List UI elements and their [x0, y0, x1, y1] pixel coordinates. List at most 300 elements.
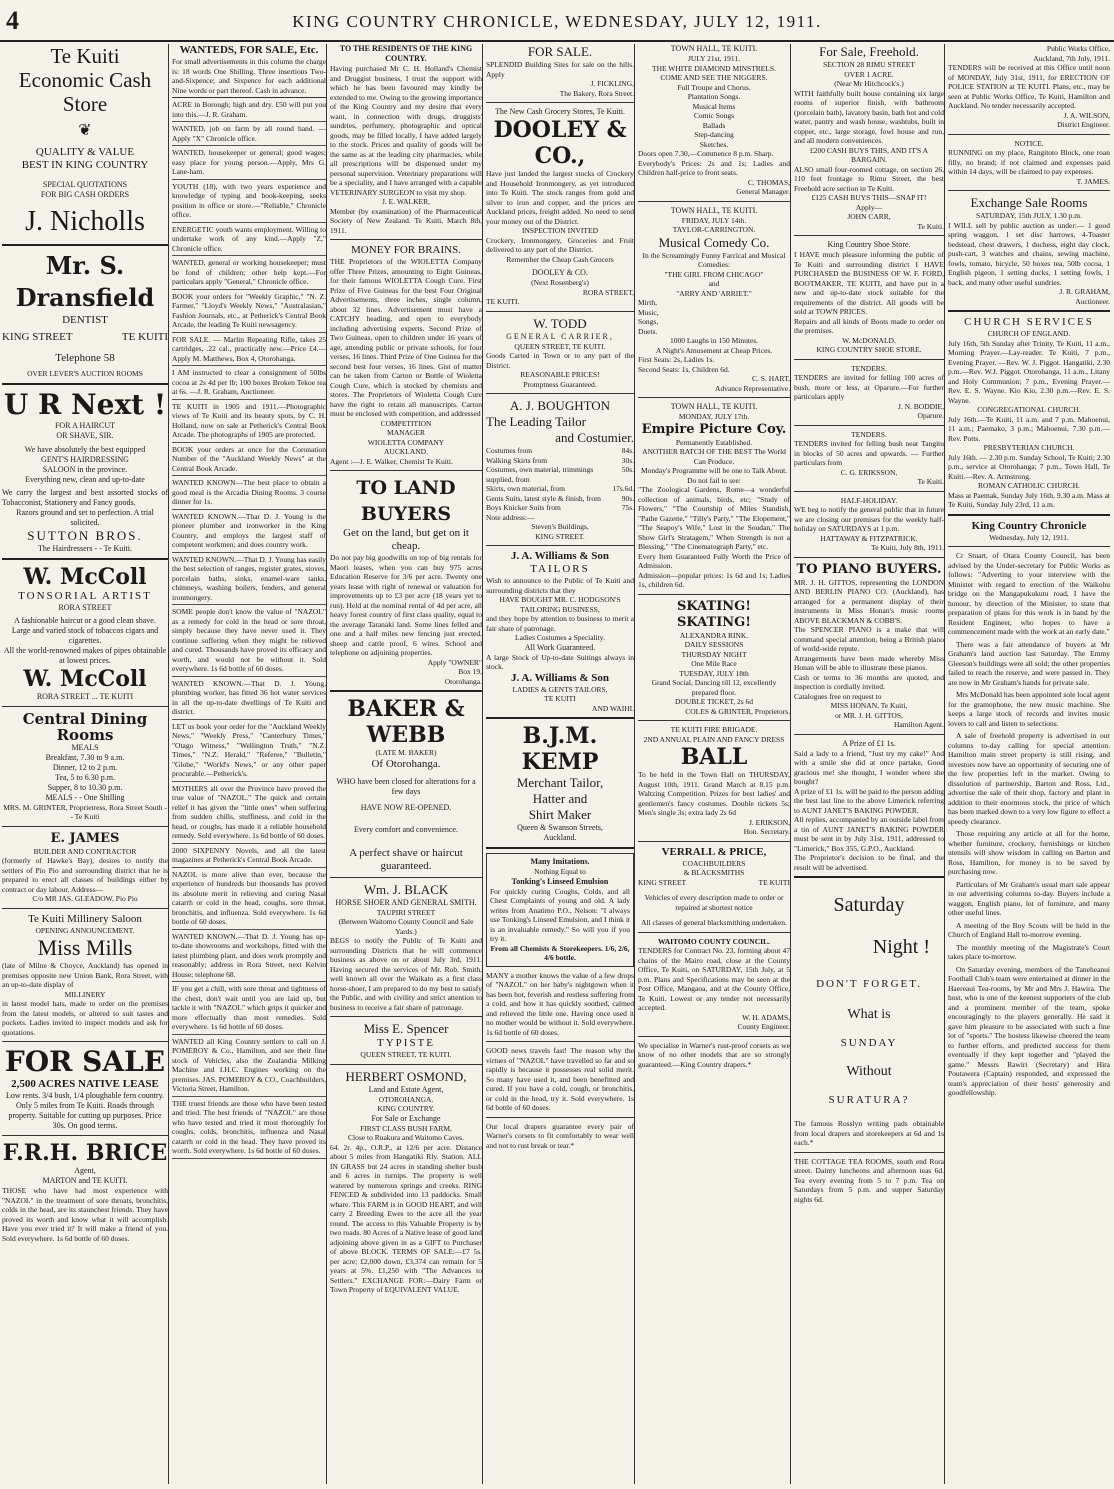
williams-title: TAILORS	[530, 563, 590, 575]
brice-name: F.R.H. BRICE	[2, 1140, 168, 1166]
price-row	[486, 484, 634, 494]
verrall-address	[638, 878, 790, 888]
prize-body-2: A prize of £1 1s. will be paid to the person adding the best last line to the above Limerick referring to AUNT JANET'S BAKING POWDER.	[794, 786, 944, 815]
townhall3-date: MONDAY, JULY 17th.	[678, 412, 750, 421]
skating-sessions: DAILY SESSIONS	[684, 640, 744, 649]
classified-ad: LET us book your order for the "Auckland Weekly News," "Weekly Press," "Canterbury Times," "Otago Witness," "Wellington Truth," "N.Z. Times," "N.Z. Herald," "Referee," "Bulletin," "Globe," "World's News," or any other paper procurable.—Petherick's.	[172, 720, 326, 782]
townhall3-heading: TOWN HALL, TE KUITI.	[670, 402, 758, 411]
prize-body: Said a lady to a friend, "Just try my cake!" And with a smile she did at once partake, Good gracious me! she thought, I wonder where she bought?	[794, 748, 944, 786]
mccoll2-street: RORA STREET ... TE KUITI	[36, 691, 134, 701]
townhall1-heading: TOWN HALL, TE KUITI.	[670, 44, 758, 53]
dooley2-street: RORA STREET,	[582, 287, 634, 297]
empire-not-miss: Do not fail to see:	[687, 475, 741, 485]
exchange-sign-2: Auctioneer.	[1075, 296, 1110, 306]
baker-body-4: A perfect shave or haircut guaranteed.	[349, 846, 463, 872]
classified-ad: WANTED KNOWN.—That D. J. Young has up-to-date showrooms and workshops, fitted with the latest plumbing plant, and does work promptly and reasonably; address in Rora Street, next Kelvin House; telephone 68.	[172, 930, 326, 983]
piano-sign: MISS HONAN, Te Kuiti,	[830, 701, 908, 710]
freehold-body: WITH faithfully built house containing six large rooms of superior finish, with bathroom (porcelain bath), lavatory basin, bath hot and cold water, pantry and wash house, washtubs, built in copper, etc., large storage, fowl house and run, and all modern conveniences.	[794, 88, 944, 145]
waitomo-body: TENDERS for Contract No. 23, forming about 47 chains of the Mairo road, close at the County Office, Te Kuiti, on SATURDAY, 15th July, at 5 p.m. Plans and Specifications may be seen at the Post Office, Mangaoa, and at the County Office, Te Kuiti. Lowest or any tender not necessarily accepted.	[638, 946, 790, 1012]
townhall2-date: FRIDAY, JULY 14th.	[681, 215, 747, 225]
osmond-subtitle: For Sale or Exchange	[371, 1113, 441, 1123]
shoe-sign-2: KING COUNTRY SHOE STORE.	[816, 345, 922, 354]
black-name: Wm. J. BLACK	[363, 881, 449, 897]
special-body: We specialise in Warner's rust-proof corsets as we know of no other models that are so strongly guaranteed.—King Country drapers.*	[638, 1040, 790, 1069]
verrall-town: TE KUITI	[758, 877, 790, 887]
price-item: Costumes, own material, trimmings supplied, from	[486, 465, 594, 484]
column-7	[948, 44, 1110, 1484]
classified-ad: ACRE in Borough; high and dry. £50 will put you into this.—J. R. Graham.	[172, 98, 326, 122]
empire-body: Every Item Guaranteed Fully Worth the Price of Admission.	[638, 551, 790, 570]
classified-ad: WANTED KNOWN.—That D. J. Young is the pioneer plumber and ironworker in the King Country, and employs the largest staff of competent workmen; and does country work.	[172, 510, 326, 553]
dentist-name: Mr. S. Dransfield	[15, 251, 155, 312]
mccoll-street: RORA STREET	[58, 602, 112, 612]
classified-ad: THE truest friends are those who have been tested and tried. The best friends of "NAZOL" are those who have tested and tried it most thoroughly for coughs, colds, bronchitis, influenza and Nasal catarrh or cold in the head. They have proved its worth. Sold everywhere. 1s 6d bottle of 60 doses.	[172, 1097, 326, 1159]
notice-heading: NOTICE.	[1014, 138, 1044, 148]
waitomo-sign: W. H. ADAMS,	[742, 1012, 790, 1022]
williams-body-3: and they hope by attention to business to merit a fair share of patronage.	[486, 614, 634, 633]
fire-ball: BALL	[680, 744, 748, 770]
townhall1-date: JULY 21st, 1911.	[687, 54, 741, 63]
verrall-title-2: & BLACKSMITHS	[683, 868, 745, 877]
millinery-subtitle: OPENING ANNOUNCEMENT.	[35, 925, 135, 935]
townhall2-sign-2: Advance Representative.	[715, 383, 790, 393]
townhall1-subtitle-2: Full Troupe and Chorus.	[677, 82, 751, 92]
half-holiday-sign-2: Te Kuiti, July 8th, 1911.	[871, 543, 944, 552]
newspaper-title: KING COUNTRY CHRONICLE, WEDNESDAY, JULY 12, 1911.	[292, 12, 822, 31]
classified-ad: SOME people don't know the value of "NAZOL" as a remedy for cold in the head or sore throat, simply because they have never used it. They continue suffering when they might be relieved and cured. Thousands have proved its efficacy and worth, and would not be without it. Sold everywhere. 1s 6d bottle of 60 doses.	[172, 605, 326, 677]
editorial-paragraph: A meeting of the Boy Scouts will be held in the Church of England Hall to-morrow evening.	[948, 920, 1110, 939]
townhall1-sign-2: General Manager.	[736, 187, 790, 196]
catholic-body: Mass at Paemak, Sunday July 16th, 9.30 a.m. Mass at Te Kuiti, Sunday July 23rd, 11 a.m.	[948, 490, 1110, 509]
freehold-price-2: £125 CASH BUYS THIS—SNAP IT!	[811, 193, 927, 202]
verrall-body-2: All classes of general blacksmithing undertaken.	[641, 918, 787, 927]
classified-ad: MOTHERS all over the Province have proved the true value of "NAZOL." The quick and certain relief it has given the "little ones" when suffering from sudden chills, stuffiness, and cold in the head, or coughs, has made it a reliable household remedy. Sold everywhere. 1s 6d bottle of 60 doses.	[172, 782, 326, 844]
store-quotations: SPECIAL QUOTATIONS FOR BIG CASH ORDERS	[40, 180, 130, 199]
tenders2-body: TENDERS invited for felling bush near Tangitu in blocks of 50 acres and upwards. — Further particulars from	[794, 439, 944, 467]
forsale-title: FOR SALE	[4, 1045, 166, 1078]
dining-hours: Breakfast, 7.30 to 9 a.m. Dinner, 12 to 2 p.m. Tea, 5 to 6.30 p.m. Supper, 8 to 10.30 p.m.	[45, 752, 125, 792]
tonking-price: From all Chemists & Storekeepers. 1/6, 2/6, 4/6 bottle.	[490, 943, 630, 962]
classified-ads-list	[172, 98, 326, 1159]
price-value: 90s.	[621, 493, 634, 503]
classified-ad: YOUTH (18), with two years experience and knowledge of typing and book-keeping, seeks position in office or store.—"Reliable," Chronicle office.	[172, 180, 326, 223]
forsale2-heading: FOR SALE.	[527, 44, 593, 59]
brice-title: Agent,	[74, 1166, 96, 1175]
tonking-subtitle: Nothing Equal to	[534, 867, 586, 876]
paper-name: King Country Chronicle	[971, 519, 1087, 532]
land-body: Do not pay big goodwills on top of big rentals for Maori leases, when you can buy 975 acres Education Reserve for 3/6 per acre. Twenty one years lease with right of renewal or valuation for improvements up to £3 per acre (18 years yet to run). Held at the nominal rental of 4d per acre, all heavy forest country of first class quality, equal to the average Taranaki land. Some lines felled and one and a half miles new fencing just erected, sheep and cattle proof, 6 wires. School and telephone on adjoining properties.	[330, 553, 482, 657]
dooley-inspect: INSPECTION INVITED	[521, 226, 599, 235]
brains-agent: Agent :—J. E. Walker, Chemist Te Kuiti.	[330, 456, 453, 466]
church-england-heading: CHURCH OF ENGLAND.	[987, 329, 1071, 338]
land-heading: TO LAND BUYERS	[356, 477, 456, 525]
skating-thursday: THURSDAY NIGHT	[681, 649, 747, 659]
freehold-apply: Apply—	[855, 202, 883, 212]
piano-sign-3: Hamilton Agent.	[894, 720, 944, 729]
williams-body-2: HAVE BOUGHT MR. C. HODGSON'S TAILORING BUSINESS,	[499, 595, 621, 614]
exchange-date: SATURDAY, 15th JULY, 1.30 p.m.	[975, 211, 1082, 220]
dooley2-name: DOOLEY & CO.	[532, 268, 588, 277]
fire-body: To be held in the Town Hall on THURSDAY, August 10th, 1911. Grand March at 8.15 p.m. Waltzing Competition. Prizes for best ladies' and gentlemen's fancy costumes. Double tickets 5s; Men's single 3s; extra lady 2s 6d	[638, 770, 790, 817]
forsale2-sign-2: The Bakery, Rora Street.	[559, 88, 634, 98]
editorial-paragraph: Particulars of Mr Graham's usual mart sale appear in our advertising columns to-day. Buyers include a waggon, English piano, lot of furniture, and many other useful lines.	[948, 879, 1110, 917]
unext-body-3: Everything new, clean and up-to-date	[25, 474, 145, 484]
piano-sign-2: or MR. J. H. GITTOS,	[835, 710, 903, 720]
dooley-body: Have just landed the largest stocks of Crockery and Household Ironmongery, as yet introduced into Te Kuiti. The stock ranges from gold and silver to iron and copper, and the prices are Auckland prices, freight added. No need to send your money out of the District.	[486, 169, 634, 226]
mccoll-name: W. McColl	[23, 563, 147, 590]
brice-town: MARTON and TE KUITI.	[42, 1176, 128, 1185]
james-name: E. JAMES	[50, 830, 120, 846]
classified-ad: BOOK your orders at once for the Coronation Number of the "Auckland Weekly News" at the Central Book Arcade.	[172, 443, 326, 477]
column-5	[638, 44, 791, 1484]
baker-heading: BAKER & WEBB	[347, 696, 465, 748]
dining-meals-label: MEALS	[71, 742, 99, 752]
osmond-farm-2: Close to Ruakura and Waitomo Caves.	[348, 1133, 464, 1142]
editorial-paragraph: The monthly meeting of the Magistrate's Court takes place to-morrow.	[948, 942, 1110, 961]
shoe-heading: King Country Shoe Store.	[827, 240, 911, 249]
column-3	[330, 44, 483, 1484]
dentist-street: KING STREET	[2, 331, 73, 343]
paper-date: Wednesday, July 12, 1911.	[989, 532, 1069, 542]
james-address: C/o MR JAS. GLEADOW, Pio Pio	[32, 894, 138, 903]
classified-ad: WANTED, job on farm by all round hand. — Apply "X" Chronicle office.	[172, 122, 326, 146]
piano-heading: TO PIANO BUYERS.	[796, 561, 942, 577]
williams-body-5: All Work Guaranteed.	[524, 642, 596, 652]
kemp-name: B.J.M. KEMP	[521, 723, 599, 775]
kemp-tagline-2: Hatter and	[532, 791, 588, 806]
classified-ad: WANTED KNOWN.—That D. J. Young, plumbing worker, has fitted 36 hot water services in all the up-to-date dwellings of Te Kuiti and district.	[172, 677, 326, 720]
boughton-tagline-1: The Leading Tailor	[486, 414, 586, 429]
freehold-price: £200 CASH BUYS THIS, AND IT'S A BARGAIN.	[809, 145, 929, 164]
empire-batch: ANOTHER BATCH OF THE BEST The World Can Produce.	[642, 447, 786, 466]
townhall1-items: Plantation Songs. Musical Items Comic Songs Ballads Step-dancing Sketches.	[687, 92, 741, 149]
williams-body-1: Wish to announce to the Public of Te Kuiti and surrounding districts that they	[486, 576, 634, 595]
half-holiday-body: WE beg to notify the general public that in future we are closing our premises for the weekly half-holiday on SATURDAYS at 1 p.m.	[794, 505, 944, 533]
masthead	[0, 0, 1114, 42]
townhall2-sign: C. S. HART,	[752, 374, 790, 383]
unext-sign: SUTTON BROS.	[27, 527, 143, 543]
baker-body-2: HAVE NOW RE-OPENED.	[360, 802, 452, 812]
baker-body-1: WHO have been closed for alterations for a few days	[336, 776, 476, 796]
tenders2-heading: TENDERS.	[851, 429, 887, 439]
empire-films: "The Zoological Gardens, Rome—a wonderful collection of animals, birds, etc; "Study of Flowers," "The Courtship of Miles Standish, "Pathe Gazette," "Tilly's Party," "The Elopement," "The Seapoy's Wife," Lost in the Soudan," The Show Girl's Stratagem," When Strength is not a Blessing," "The Cinematograph Party," etc.	[638, 485, 790, 551]
tonking-body: For quickly curing Coughs, Colds, and all Chest Complaints of young and old. A lady writes from Anatimo P.O., Nelson: "I always use Tonking's Linseed Emulsion, and I think it is an invaluable remedy." So will you if you try it.	[490, 886, 630, 943]
freehold-section: SECTION 28 RIMU STREET	[823, 60, 915, 69]
column-2	[172, 44, 327, 1484]
piano-body-4: Cash or terms to 36 months are quoted, and inspection is cordially invited.	[794, 672, 944, 691]
shoe-body: I HAVE much pleasure informing the public of Te Kuiti and surrounding district I HAVE PURCHASED the BUSINESS OF W. F. FORD, BOOTMAKER, TE KUITI, and have put in a new and up-to-date stock suitable for the requirements of the district. All goods will be sold at TOWN PRICES.	[794, 250, 944, 316]
freehold-acre: OVER 1 ACRE.	[844, 69, 894, 79]
todd-title: GENERAL CARRIER,	[506, 331, 614, 341]
fire-annual: 2ND ANNUAL PLAIN AND FANCY DRESS	[643, 734, 785, 744]
verrall-street: KING STREET	[638, 877, 687, 887]
price-item: Gents Suits, latest style & finish, from	[486, 493, 601, 503]
editorial-paragraph: There was a fair attendance of buyers at Mr Graham's land auction last Saturday. The Emmy Gleeson's buildings were all sold; the other properties failed to reach the reserve, and were passed in. They are now in Mr Graham's hands for private sale.	[948, 639, 1110, 687]
williams-name: J. A. Williams & Son	[510, 550, 609, 562]
exchange-sign: J. R. GRAHAM,	[1059, 287, 1110, 296]
brice-body: THOSE who have had most experience with "NAZOL" in the treatment of sore throats, bronchitis, colds in the head, are its staunchest friends. They have proved its worth and know what it will accomplish. Have you ever tried it? It will make a friend of you. Sold everywhere. 1s 6d bottle of 60 doses.	[2, 1186, 168, 1243]
unext-body-2: GENT'S HAIRDRESSING SALOON in the province.	[41, 454, 129, 474]
land-apply: Apply "OWNER" Box 19, Otorohanga.	[427, 657, 482, 686]
presbyterian-body: July 16th. — 2.30 p.m. Sunday School, Te Kuiti; 2.30 p.m., service at Otorohanga; 7 p.m., Town Hall, Te Kuiti.—Rev. A. Armstrong.	[948, 452, 1110, 481]
editorial-paragraph: Those requiring any article at all for the home, whether furniture, crockery, furnishings or kitchen utensils will show wisdom in calling on Barton and Ross, Hamilton, for money is to be saved by purchasing now.	[948, 829, 1110, 876]
price-value: 30s.	[621, 455, 634, 465]
todd-name: W. TODD	[533, 315, 587, 331]
skating-proprietors: COLES & GRINTER, Proprietors.	[685, 706, 790, 716]
saturday-line-7: SURATURA?	[828, 1094, 910, 1106]
fire-sign: J. ERIKSON,	[748, 817, 790, 827]
osmond-body: 64. 2r. 4p., O.R.P., at 12/6 per acre. Distance about 5 miles from Hangatiki Rly. Station. ALL IN GRASS but 24 acres in standing shelter bush and 6 acres in turnips. The property is well watered by numerous springs and creeks. RING FENCED & subdivided into 13 paddocks. Small whare. This FARM is in GOOD HEART, and will carry 2 Breeding Ewes to the acre all the year round. The access to this Valuable Property is by two roads. 80 Acres of a Native lease of good land adjoining above given in as a GIFT to Purchaser of above BLOCK. TERMS OF SALE:—£7 5s. per acre; £2,000 down, £3,374 can remain for 5 years at 5%. £1,250 with "The Advances to Settlers." EXCHANGE FOR:—Dairy Farm or Town Property of EQUIVALENT VALUE.	[330, 1142, 482, 1294]
dentist-phone: Telephone 58	[55, 352, 115, 364]
classified-ad: WANTED KNOWN—The best place to obtain a good meal is the Arcadia Dining Rooms. 3 course dinner for 1s.	[172, 476, 326, 510]
forsale-body: Low rents. 3/4 bush, 1/4 ploughable fern country. Only 5 miles from Te Kuiti. Roads through property. Suitable for cutting up purposes. Price 30s. On good terms.	[5, 1091, 165, 1130]
skating-race: One Mile Race	[691, 659, 737, 668]
unext-sign-2: The Hairdressers - - Te Kuiti.	[38, 543, 132, 553]
public-works-office: Public Works Office, Auckland, 7th July, 1911.	[1033, 44, 1110, 63]
editorial-paragraph: Mrs McDonald has been appointed sole local agent for the gramophone, the new music machine. She keeps a large stock of records and invites music lovers to call and listen to selections.	[948, 690, 1110, 728]
editorial-paragraph: Cr Stuart, of Otara County Council, has been advised by the Under-secretary for Public Works as follows: "Adverting to your interview with the Minister with regard to erection of the Waikohu bridge on the Mangapukukutu road, I have the honour, by direction of the Minister, to state that preparation of plans for this work is in hand by the Resident Engineer, who hopes to have a commencement made with the work at an early date."	[948, 551, 1110, 636]
boughton-price-list	[486, 446, 634, 513]
dooley-name: DOOLEY & CO.,	[493, 117, 627, 169]
mccoll-body-3: All the world-renowned makes of pipes obtainable at lowest prices.	[3, 645, 167, 665]
williams2-title: LADIES & GENTS TAILORS,	[512, 684, 608, 694]
dooley-body-2: Crockery, Ironmongery, Groceries and Fruit delivered to any part of the District.	[486, 235, 634, 254]
waitomo-heading: WAITOMO COUNTY COUNCIL.	[658, 936, 770, 946]
townhall2-and: and	[708, 279, 720, 288]
townhall2-items: Mirth, Music, Songs, Duets.	[638, 298, 659, 336]
townhall2-seats: First Seats: 2s, Ladies 1s. Second Seats: 1s, Children 6d.	[638, 355, 730, 374]
notice-body: RUNNING on my place, Rangitoto Block, one roan filly, no brand; if not claimed and expenses paid within 14 days, will be claimed to pay expenses.	[948, 148, 1110, 176]
prize-heading: A Prize of £1 1s.	[842, 738, 896, 748]
verrall-body-1: Vehicles of every description made to order or repaired at shortest notice	[644, 893, 784, 912]
townhall2-heading: TOWN HALL, TE KUITI.	[670, 205, 758, 215]
empire-prices: Admission—popular prices: 1s 6d and 1s; Ladies 1s, children 6d.	[638, 570, 790, 589]
residents-body: Having purchased Mr C. H. Holland's Chemist and Druggist business, I trust the support with which he has been favoured may kindly be extended to me. Owing to the growing importance of the King Country and my desire that every want, in connection with drugs, druggists' sundries, perfumery, photographic and optical goods, may be filled locally, I have added largely to the stock. Prices and quality of goods will be the same as at the leading city pharmacies, while all prescriptions will be dispensed under my personal supervision. Veterinary preparations will be a speciality, and I have arranged with a capable VETERINARY SURGEON to visit my shop.	[330, 64, 482, 197]
black-address: (Between Waitomo County Council and Sale Yards.)	[338, 917, 474, 936]
millinery-name: Miss Mills	[37, 935, 133, 960]
classified-ad: BOOK your orders for "Weekly Graphic," "N. Z. Farmer," "Lloyd's Weekly News," "Australasian," Fashion Journals, etc., at Petherick's Central Book Arcade, the leading Te Kuiti newsagency.	[172, 290, 326, 333]
classified-ad: I AM instructed to clear a consignment of 50lbs cocoa at 2s 4d per lb; 100 boxes Broken Tekoe tea at 6s. —J. R. Graham, Auctioneer.	[172, 366, 326, 400]
editorial-notes	[948, 551, 1110, 1098]
dentist-address	[2, 331, 168, 344]
saturday-line-5: SUNDAY	[840, 1037, 898, 1049]
saturday-line-6: Without	[846, 1064, 892, 1079]
church-england-body: July 16th, 5th Sunday after Trinity. Te Kuiti, 11 a.m., Morning Prayer.—Lay-reader. Te Kuiti, 7 p.m., Evening Prayer. —Rev. W. J. Piggot. Hangatiki, 2.30 p.m.—Rev. W.J. Piggot. Otorohanga, 11 a.m., Litany and Holy Communion; 7 p.m., Evening Prayer.—Rev. E. S. Wayne. Kio Kio, 2.30 p.m.—Rev. E. S. Wayne.	[948, 338, 1110, 405]
mccoll-body-2: Large and varied stock of tobaccos cigars and cigarettes.	[11, 625, 159, 645]
skating-grand: Grand Social, Dancing till 12, excellently prepared floor.	[651, 678, 777, 697]
residents-sign-2: Member (by examination) of the Pharmaceutical Society of New Zealand. Te Kuiti, March 8th, 1911.	[330, 206, 482, 235]
townhall2-show-1: "THE GIRL FROM CHICAGO"	[664, 269, 764, 279]
osmond-farm: FIRST CLASS BUSH FARM,	[360, 1123, 452, 1133]
dooley2-address: (Next Rosenberg's)	[531, 278, 589, 287]
store-owner: J. Nicholls	[25, 206, 145, 237]
classified-ad: TE KUITI in 1905 and 1911.—Photographic views of Te Kuiti and its beauty spots, by C. H. Holland, now on sale at Petherick's Central Book Arcade. The photographs of 1905 are protected.	[172, 400, 326, 443]
james-body: (formerly of Hawke's Bay), desires to notify the settlers of Pio Pio and surrounding district that he is prepared to erect all classes of buildings either by contract or day labour. Address—	[2, 856, 168, 894]
congregational-body: July 16th.—Te Kuiti, 11 a.m. and 7 p.m. Mahoenui, 11 a.m.; Paemako, 3 p.m.; Mahoenui, 7.30 p.m.—Rev. Potts.	[948, 414, 1110, 443]
price-row	[486, 503, 634, 513]
classified-ad: WANTED, housekeeper or general; good wages; easy place for young person.—Apply, Mrs G. Lane-ham.	[172, 146, 326, 180]
half-holiday-sign: HATTAWAY & FITZPATRICK.	[820, 533, 918, 543]
classified-ad: WANTED all King Country settlers to call on J. POMEROY & Co., Hamilton, and see their fine stock of Vehicles, also the Zealandia Milking Machine and I.H.C. Engines working on the premises. JAS. POMEROY & CO., Coachbuilders, Victoria Street, Hamilton.	[172, 1035, 326, 1097]
spencer-name: Miss E. Spencer	[363, 1021, 449, 1036]
tenders1-sign: J. N. BODDIE,	[897, 401, 944, 411]
townhall1-sign: C. THOMAS,	[747, 177, 790, 187]
forsale2-sign: J. FICKLING,	[590, 79, 634, 88]
dining-title: Central Dining Rooms	[22, 709, 148, 744]
townhall1-name: THE WHITE DIAMOND MINSTRELS.	[651, 63, 777, 73]
williams-body-4: Ladies Costumes a Speciality.	[515, 633, 605, 642]
mccoll2-name: W. McColl	[23, 665, 147, 692]
unext-subtitle: FOR A HAIRCUT OR SHAVE, SIR.	[54, 420, 115, 440]
black-street: TAUPIRI STREET	[376, 907, 436, 917]
osmond-title: Land and Estate Agent,	[368, 1084, 444, 1094]
unext-body-4: We carry the largest and best assorted stocks of Tobacconist, Stationery and Fancy goods.	[2, 487, 168, 507]
price-value: 75s.	[621, 503, 634, 512]
exchange-body: I WILL sell by public auction as under:— 1 good spring waggon, 1 set disc harrows, 4-Toaster bedstead, chest drawers, 1 duchess, eight day clock, push-cart, 3 watches and chains, sewing machine, fowls, tomato, bicycle, 50 boxes tea, 50lb cocoa, 1 English pigeon, 1 setting ducks, 1 setting fowls, 1 back, and many other useful sundries.	[948, 220, 1110, 287]
unext-body-5: Razors ground and set to perfection. A trial solicited.	[16, 507, 154, 527]
townhall2-show-2: "ARRY AND 'ARRIET."	[676, 288, 752, 298]
price-item: Skirts, own material, from	[486, 484, 565, 493]
verrall-name: VERRALL & PRICE,	[661, 845, 767, 858]
classified-ad: IF you get a chill, with sore throat and tightness of the chest, don't wait until you are laid up, but tackle it with "NAZOL" which grips it quicker and more effectually than most remedies. Sold everywhere. 1s 6d bottle of 60 doses.	[172, 982, 326, 1035]
classified-ad: ENERGETIC youth wants employment. Willing to undertake work of any kind.—Apply "Z," Chronicle office.	[172, 223, 326, 257]
price-row	[486, 494, 634, 504]
boughton-note: Note address:—	[486, 512, 535, 522]
piano-body: MR. J. H. GITTOS, representing the LONDON AND BERLIN PIANO CO. (Auckland), has arranged for a permanent display of their instruments in Miss Honan's music rooms ABOVE BLACKMAN & COBB'S.	[794, 577, 944, 625]
williams2-name: J. A. Williams & Son	[510, 671, 609, 684]
kemp-address: Queen & Swanson Streets,	[517, 823, 603, 832]
tenders1-sign-2: Oparure.	[917, 411, 944, 420]
notice-sign: T. JAMES.	[1076, 176, 1110, 186]
freehold-body-2: ALSO small four-roomed cottage, on section 26, 110 feet frontage to Rimu Street, the best Freehold acre section in Te Kuiti.	[794, 164, 944, 193]
dentist-location: OVER LEVER'S AUCTION ROOMS	[27, 369, 143, 378]
price-item: Walking Skirts from	[486, 455, 548, 465]
price-row	[486, 465, 634, 484]
todd-address: QUEEN STREET, TE KUITI.	[514, 341, 606, 351]
williams2-town-2: AND WAIHI.	[592, 703, 634, 713]
williams2-town: TE KUITI	[544, 694, 576, 703]
skating-rink: ALEXANDRA RINK.	[679, 630, 749, 640]
williams-body-6: A large Stock of Up-to-date Suitings always in stock.	[486, 652, 634, 671]
tenders2-sign-2: Te Kuiti.	[917, 477, 944, 486]
dentist-title: DENTIST	[62, 314, 108, 326]
presbyterian-heading: PRESBYTERIAN CHURCH.	[983, 443, 1075, 452]
saturday-line-4: What is	[847, 1007, 891, 1022]
baker-body-3: Every comfort and convenience.	[354, 824, 458, 834]
kemp-tagline-1: Merchant Tailor,	[516, 775, 604, 790]
residents-heading: TO THE RESIDENTS OF THE KING COUNTRY.	[339, 44, 473, 63]
spencer-address: QUEEN STREET, TE KUITI.	[360, 1050, 452, 1059]
catholic-heading: ROMAN CATHOLIC CHURCH.	[978, 481, 1080, 490]
todd-body: Goods Carted in Town or to any part of the District.	[486, 351, 634, 370]
forsale2-body: SPLENDID Building Sites for sale on the hills. Apply	[486, 60, 634, 79]
black-body: BEGS to notify the Public of Te Kuiti and surrounding Districts that he will commence business as above on or about July 3rd, 1911. Having secured the services of Mr. Rob. Smith, well known all over the Waikato as a first class horse-shoer, I am prepared to do my best to satisfy the Public, and with civility and strict attention to business to receive a fair share of patronage.	[330, 936, 482, 1012]
mccoll-body-1: A fashionable haircut or a good clean shave.	[14, 615, 156, 625]
tenders2-sign: C. G. ERIKSSON,	[840, 467, 898, 477]
boughton-tagline-2: and Costumier.	[555, 430, 634, 445]
prize-body-4: The Proprietor's decision to be final, and the result will be advertised.	[794, 853, 944, 872]
piano-body-5: Catalogues free on request to	[794, 691, 882, 701]
price-item: Costumes from	[486, 446, 533, 455]
church-heading: CHURCH SERVICES	[964, 316, 1094, 328]
price-value: 17s.6d.	[612, 484, 634, 493]
townhall1-subtitle: COME AND SEE THE NIGGERS.	[660, 73, 768, 82]
classified-ad: WANTED KNOWN.—That D. J. Young has easily the best selection of ranges, register grates, stoves, porcelain baths, sinks, enamel-ware tanks, chimneys, washing boilers, fenders, and general ironmongery.	[172, 553, 326, 606]
brains-competition: COMPETITION MANAGER WIOLETTA COMPANY AUCKLAND.	[367, 418, 445, 456]
spencer-title: TYPISTE	[377, 1037, 435, 1049]
townhall2-night: A Night's Amusement at Cheap Prices.	[655, 345, 773, 355]
piano-body-3: Arrangements have been made whereby Miss Honan will be able to illustrate these pianos.	[794, 653, 944, 672]
dooley2-town: TE KUITI.	[486, 297, 520, 306]
boughton-address: Steven's Buildings, KING STREET.	[531, 522, 589, 541]
piano-body-2: The SPENCER PIANO is a make that will command special attention, being a British piano of world-wide repute.	[794, 625, 944, 653]
tenders1-body: TENDERS are invited for felling 100 acres of bush, more or less, at Oparure.—For further particulars apply	[794, 373, 944, 401]
empire-name: Empire Picture Coy.	[641, 421, 787, 437]
townhall1-prices: Everybody's Prices: 2s and 1s; Ladies and Children half-price to front seats.	[638, 158, 790, 177]
store-name: Te Kuiti Economic Cash Store	[18, 44, 152, 116]
townhall2-company: Musical Comedy Co.	[658, 234, 770, 250]
verrall-title: COACHBUILDERS	[682, 858, 746, 868]
police-tenders-sign: J. A. WILSON,	[1063, 110, 1110, 120]
prize-body-3: All replies, accompanied by an outside label from a tin of AUNT JANET'S BAKING POWDER must be sent in by July 31st, 1911, addressed to "Limerick," Box 355, G.P.O., Auckland.	[794, 815, 944, 853]
grocery-title: The New Cash Grocery Stores, Te Kuiti.	[495, 107, 625, 116]
store-tagline: QUALITY & VALUE BEST IN KING COUNTRY	[21, 146, 149, 171]
classified-ad: FOR SALE. — Marlin Repeating Rifle, takes 25 cartridges, .22 cal., practically new.—Price £4.—Apply M. Matthews, Box 4, Otorohanga.	[172, 333, 326, 367]
brains-heading: MONEY FOR BRAINS.	[351, 244, 461, 256]
todd-prices: REASONABLE PRICES! Promptness Guaranteed.	[520, 370, 600, 389]
skating-ticket: DOUBLE TICKET, 2s 6d	[674, 697, 754, 706]
shoe-body-2: Repairs and all kinds of Boots made to order on the premises.	[794, 316, 944, 335]
column-6	[794, 44, 945, 1484]
classified-ad: WANTED, general or working housekeeper; must be fond of children; other help kept.—For particulars apply "General," Chronicle office.	[172, 256, 326, 290]
editorial-paragraph: A sale of freehold property is advertised in our columns to-day calling for special attention. Hamilton main street property is still rising, and investors now have an opportunity of securing one of the few properties left in the market. Owing to dissolution of partnership, Barton and Ross, Ltd., advertise the sale of their shop, factory and plant in addition to their enormous stock, the price of which has been marked down to a very low figure to effect a speedy clearance.	[948, 731, 1110, 826]
osmond-name: HERBERT OSMOND,	[345, 1068, 467, 1084]
dining-price: MEALS - - One Shilling	[45, 792, 125, 802]
price-value: 84s.	[621, 446, 634, 455]
kemp-city: Auckland.	[543, 833, 577, 842]
congregational-heading: CONGREGATIONAL CHURCH.	[977, 405, 1081, 414]
unext-title: U R Next !	[3, 387, 167, 421]
skating-heading: SKATING! SKATING!	[677, 598, 751, 630]
page-number: 4	[6, 6, 19, 35]
skating-tuesday: TUESDAY, JULY 18th	[679, 668, 749, 678]
wanteds-intro: For small advertisements in this column the charge is: 18 words One Shilling. Three insertions Two-and-Sixpence; and Sixpence for each additional Nine words or part thereof. Cash in advance.	[172, 57, 326, 98]
freehold-sign: JOHN CARR,	[847, 212, 891, 221]
freehold-sign-2: Te Kuiti.	[917, 221, 944, 231]
kemp-tagline-3: Shirt Maker	[528, 807, 592, 822]
column-4	[486, 44, 635, 1484]
tonking-box	[486, 853, 634, 967]
freehold-near: (Near Mr Hitchcock's.)	[834, 79, 904, 88]
warner-body: Our local drapers guarantee every pair of Warner's corsets to fit comfortably to wear well and not to rust break or tear.*	[486, 1121, 634, 1150]
unext-body-1: We have absolutely the best equipped	[24, 444, 146, 454]
saturday-line-3: DON'T FORGET.	[816, 978, 922, 990]
mccoll-title: TONSORIAL ARTIST	[18, 589, 152, 602]
empire-programme: Monday's Programme will be one to Talk About.	[640, 466, 788, 475]
editorial-paragraph: On Saturday evening, members of the Taneheanui Football Club's team were entertained at dinner in the Haereaui Tea-rooms, by Mr and Mrs J. Hawira. The host, who is one of the keenest supporters of the club and a prominent member of the team, spoke encouragingly to the players generally. He said it gave him pleasure to be associated with such a fine lot of "sports." The hostess likewise cheered the team to further efforts, and predicted success for them eventually if they kept together and "played the game." Messrs Rawiri (Secretary) and Hira Poutawera (Captain) responded, and expressed the team's appreciation of their hosts' generosity and goodfellowship.	[948, 964, 1110, 1097]
james-title: BUILDER AND CONTRACTOR	[33, 846, 137, 856]
dining-proprietress: MRS. M. GRINTER, Proprietress, Rora Street South - - Te Kuiti	[3, 802, 167, 821]
millinery-label: MILLINERY	[64, 989, 106, 999]
price-row	[486, 446, 634, 456]
osmond-town: OTOROHANGA. KING COUNTRY.	[377, 1094, 435, 1113]
townhall2-laughs: 1000 Laughs in 150 Minutes.	[669, 336, 759, 345]
baker-subtitle: (LATE M. BAKER)	[375, 748, 437, 757]
millinery-body-2: in latest model hats, made to order on the premises from the latest models, or altered to suit tastes and pockets. Ladies invited to inspect models and ask for quotations.	[2, 999, 168, 1037]
exchange-heading: Exchange Sale Rooms	[970, 195, 1088, 210]
boughton-name: A. J. BOUGHTON	[509, 398, 611, 413]
brains-body: THE Proprietors of the WIOLETTA Company offer Three Prizes, amounting to Eight Guineas, for their famous WIOLETTA Cough Cure. First Prize of Five Guineas for the best Four Original Advertisements, three inches, single column, about 32 lines. Advertisement must have a CATCHY heading, and open to everybody including advertising experts. Second Prize of Two Guineas, open to children under 16 years of age, attending public or private schools, for four verses, 16 lines. Third Prize of One Guinea for the second best four verses, 16 lines. Gist of matter can be taken from Carton or Bottle of Wioletta Cough Cure, which is stocked by chemists and stores. The Proprietors of Wioletta Cough Cure have the right to retain all manuscripts. Carton must be enclosed with competition, and addressed	[330, 257, 482, 418]
